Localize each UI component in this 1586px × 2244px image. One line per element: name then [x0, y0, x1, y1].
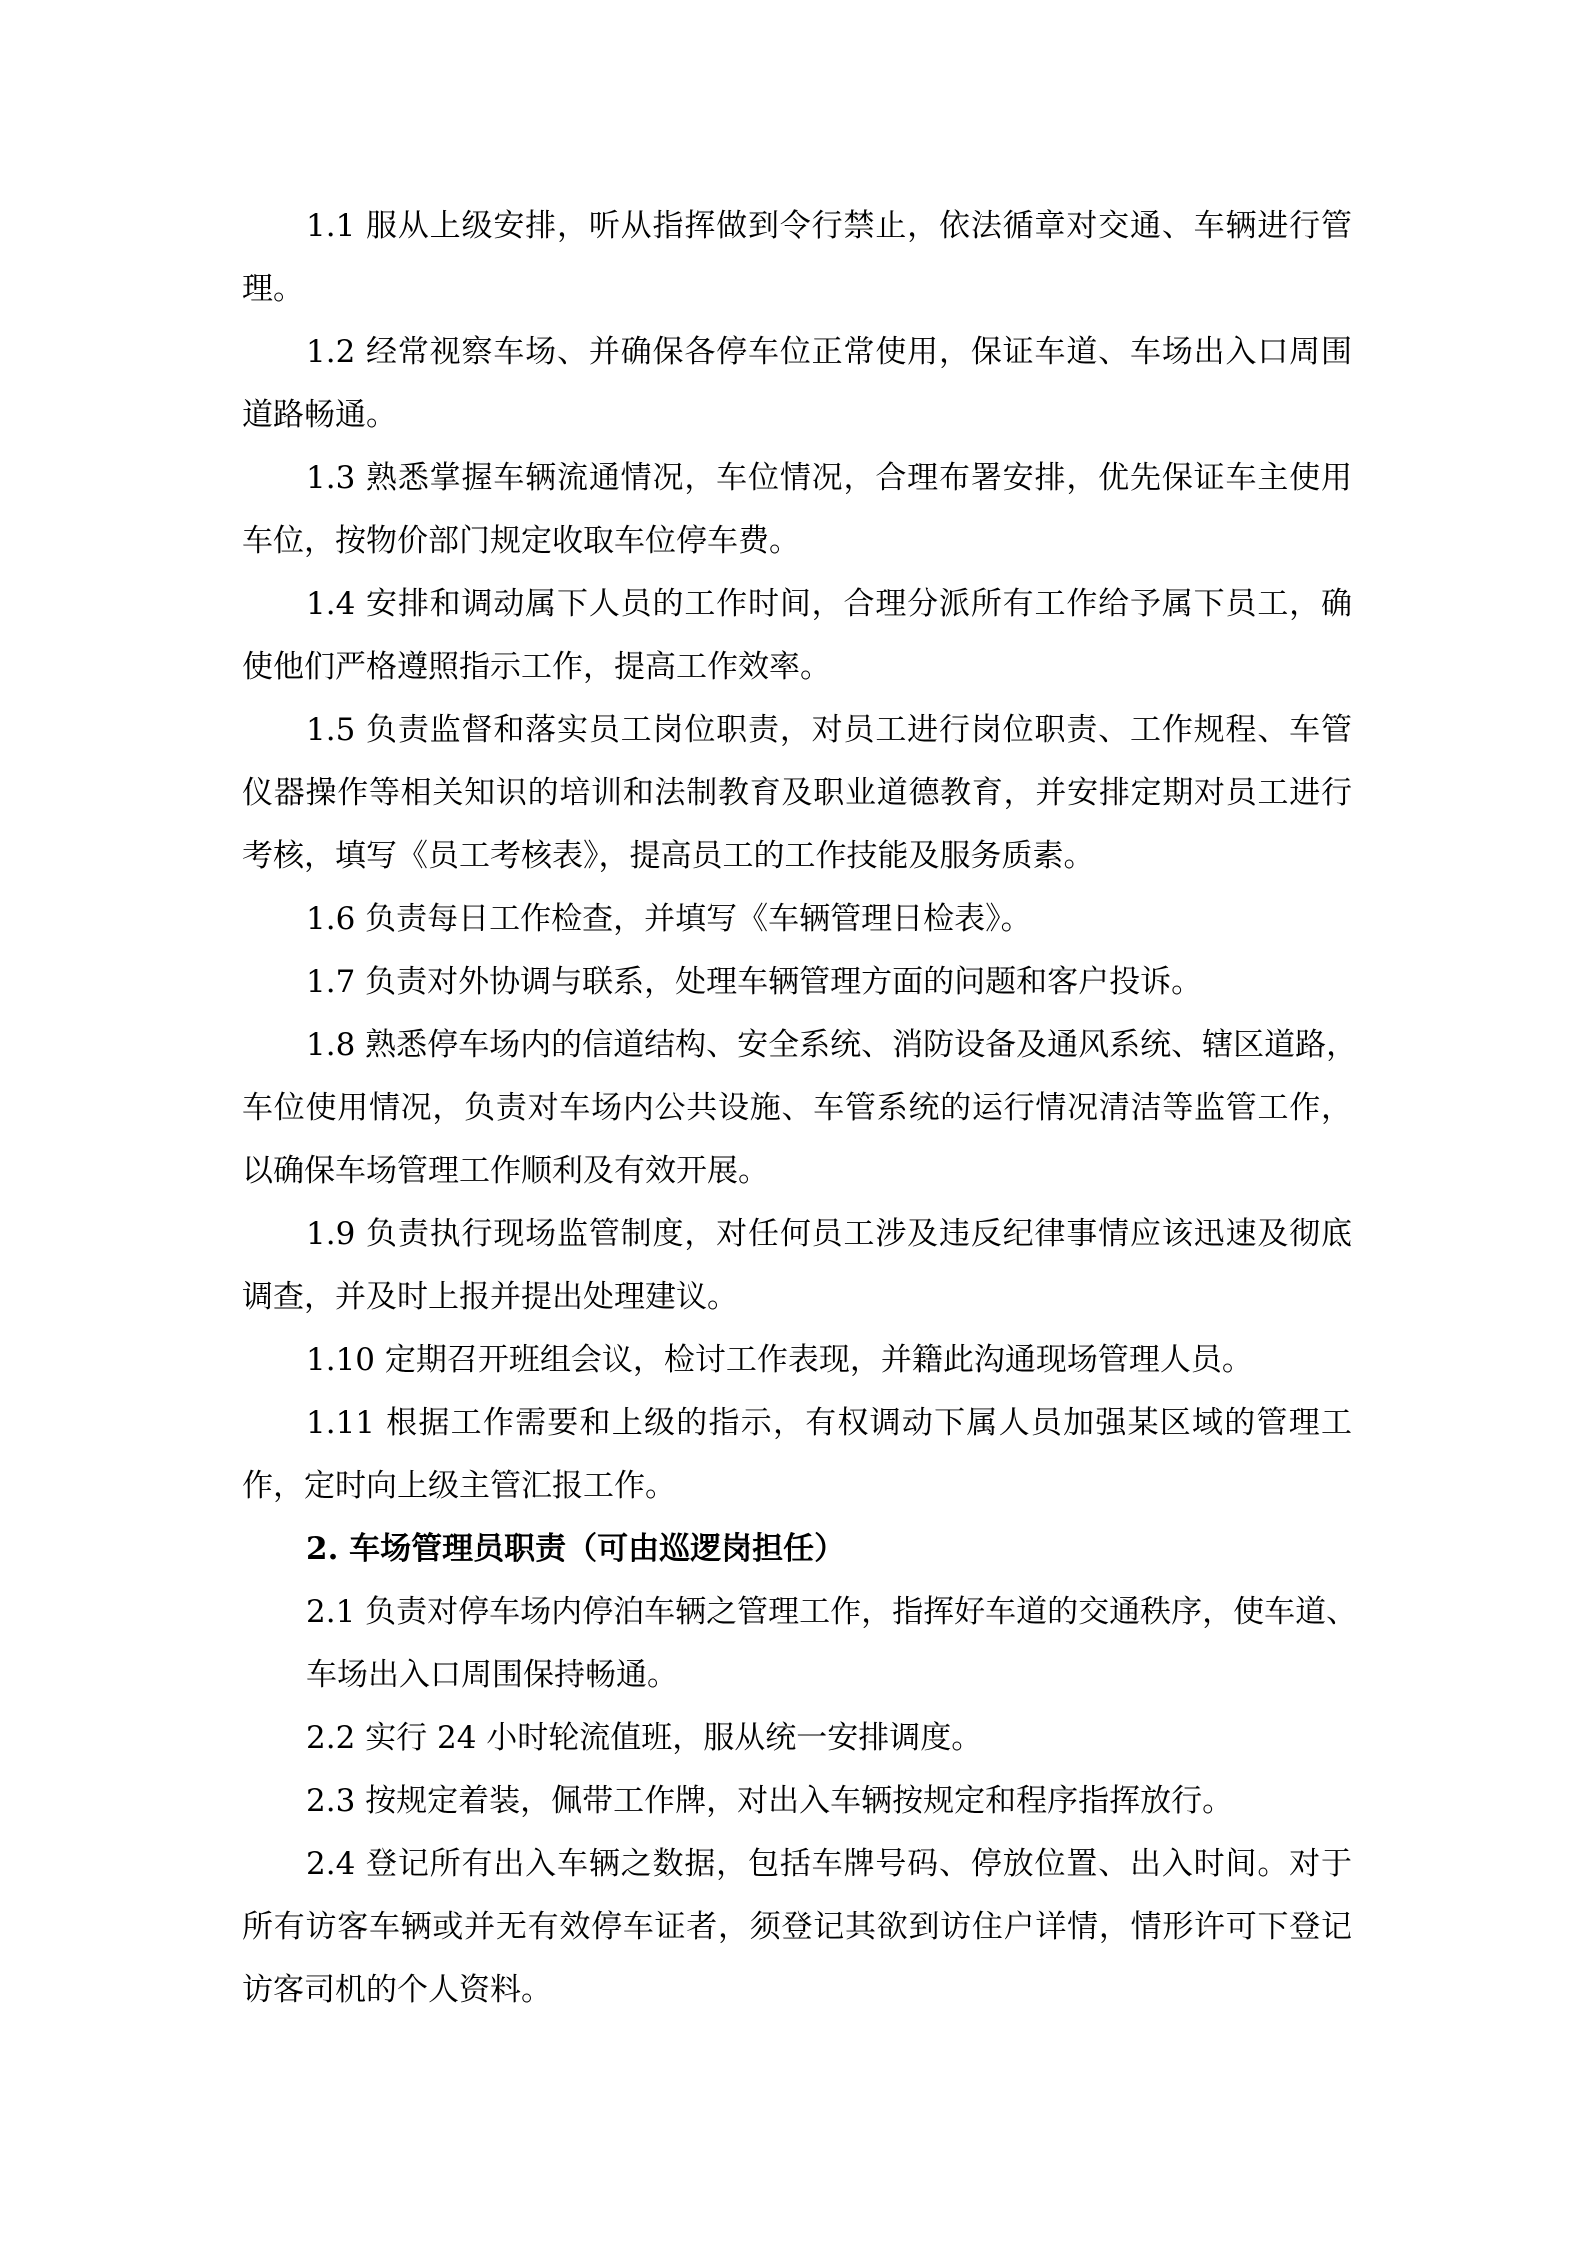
- text-line: 作，定时向上级主管汇报工作。: [242, 1468, 676, 1504]
- paragraph: [242, 321, 1352, 447]
- text-line: 1.5 负责监督和落实员工岗位职责，对员工进行岗位职责、工作规程、车管: [306, 712, 1352, 748]
- text-line: 所有访客车辆或并无有效停车证者，须登记其欲到访住户详情，情形许可下登记: [242, 1909, 1352, 1945]
- text-line: 以确保车场管理工作顺利及有效开展。: [242, 1153, 769, 1189]
- paragraph: [242, 195, 1352, 321]
- text-line: 1.11 根据工作需要和上级的指示，有权调动下属人员加强某区域的管理工: [306, 1405, 1352, 1441]
- text-line: 车位使用情况，负责对车场内公共设施、车管系统的运行情况清洁等监管工作，: [242, 1090, 1352, 1126]
- text-line: 2.2 实行 24 小时轮流值班，服从统一安排调度。: [306, 1720, 983, 1756]
- text-line: 2. 车场管理员职责（可由巡逻岗担任）: [306, 1531, 846, 1567]
- paragraph: [242, 1329, 1352, 1392]
- paragraph: [242, 1581, 1358, 1707]
- text-line: 2.3 按规定着装，佩带工作牌，对出入车辆按规定和程序指挥放行。: [306, 1783, 1234, 1819]
- paragraph: [242, 1707, 1352, 1770]
- text-line: 1.1 服从上级安排，听从指挥做到令行禁止，依法循章对交通、车辆进行管: [306, 208, 1352, 244]
- text-line: 1.6 负责每日工作检查，并填写《车辆管理日检表》。: [306, 901, 1032, 937]
- text-line: 车位，按物价部门规定收取车位停车费。: [242, 523, 800, 559]
- text-line: 调查，并及时上报并提出处理建议。: [242, 1279, 738, 1315]
- text-line: 1.9 负责执行现场监管制度，对任何员工涉及违反纪律事情应该迅速及彻底: [306, 1216, 1352, 1252]
- text-line: 仪器操作等相关知识的培训和法制教育及职业道德教育，并安排定期对员工进行: [242, 775, 1352, 811]
- text-line: 2.1 负责对停车场内停泊车辆之管理工作，指挥好车道的交通秩序，使车道、: [306, 1594, 1358, 1630]
- text-line: 1.7 负责对外协调与联系，处理车辆管理方面的问题和客户投诉。: [306, 964, 1203, 1000]
- paragraph: [242, 1392, 1352, 1518]
- paragraph: [242, 888, 1352, 951]
- text-line: 车场出入口周围保持畅通。: [306, 1657, 678, 1693]
- document-body: [242, 195, 1358, 2022]
- text-line: 使他们严格遵照指示工作，提高工作效率。: [242, 649, 831, 685]
- text-line: 1.10 定期召开班组会议，检讨工作表现，并籍此沟通现场管理人员。: [306, 1342, 1253, 1378]
- text-line: 道路畅通。: [242, 397, 397, 433]
- section-heading: [242, 1518, 1352, 1581]
- text-line: 2.4 登记所有出入车辆之数据，包括车牌号码、停放位置、出入时间。对于: [306, 1846, 1352, 1882]
- paragraph: [242, 1014, 1358, 1203]
- paragraph: [242, 573, 1352, 699]
- text-line: 考核，填写《员工考核表》，提高员工的工作技能及服务质素。: [242, 838, 1095, 874]
- text-line: 理。: [242, 271, 304, 307]
- text-line: 访客司机的个人资料。: [242, 1972, 552, 2008]
- paragraph: [242, 699, 1352, 888]
- text-line: 1.3 熟悉掌握车辆流通情况，车位情况，合理布署安排，优先保证车主使用: [306, 460, 1352, 496]
- paragraph: [242, 447, 1352, 573]
- text-line: 1.4 安排和调动属下人员的工作时间，合理分派所有工作给予属下员工，确: [306, 586, 1352, 622]
- paragraph: [242, 1833, 1352, 2022]
- paragraph: [242, 1203, 1352, 1329]
- paragraph: [242, 951, 1352, 1014]
- paragraph: [242, 1770, 1352, 1833]
- text-line: 1.2 经常视察车场、并确保各停车位正常使用，保证车道、车场出入口周围: [306, 334, 1352, 370]
- text-line: 1.8 熟悉停车场内的信道结构、安全系统、消防设备及通风系统、辖区道路，: [306, 1027, 1358, 1063]
